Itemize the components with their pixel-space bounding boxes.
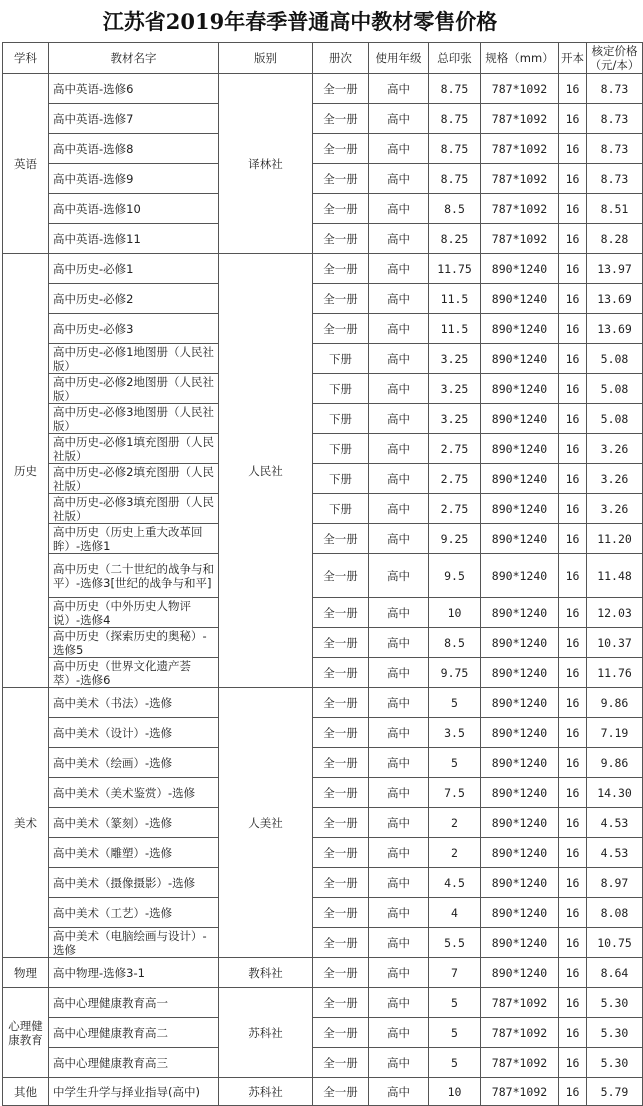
grade-cell: 高中	[369, 688, 429, 718]
price-cell: 8.51	[587, 194, 643, 224]
spec-cell: 890*1240	[481, 314, 559, 344]
spec-cell: 890*1240	[481, 688, 559, 718]
textbook-name-cell: 高中美术（篆刻）-选修	[49, 808, 219, 838]
spec-cell: 890*1240	[481, 808, 559, 838]
volume-cell: 全一册	[313, 718, 369, 748]
sheets-cell: 10	[429, 1078, 481, 1106]
format-cell: 16	[559, 688, 587, 718]
format-cell: 16	[559, 1018, 587, 1048]
volume-cell: 全一册	[313, 598, 369, 628]
textbook-name-cell: 高中美术（设计）-选修	[49, 718, 219, 748]
format-cell: 16	[559, 134, 587, 164]
textbook-name-cell: 高中历史-必修2地图册（人民社版）	[49, 374, 219, 404]
spec-cell: 890*1240	[481, 718, 559, 748]
textbook-name-cell: 中学生升学与择业指导(高中)	[49, 1078, 219, 1106]
volume-cell: 全一册	[313, 958, 369, 988]
table-row	[3, 748, 643, 778]
header-price: 核定价格（元/本）	[587, 43, 643, 74]
textbook-name-cell: 高中美术（雕塑）-选修	[49, 838, 219, 868]
sheets-cell: 11.75	[429, 254, 481, 284]
table-row	[3, 224, 643, 254]
format-cell: 16	[559, 658, 587, 688]
table-row	[3, 1048, 643, 1078]
spec-cell: 890*1240	[481, 838, 559, 868]
publisher-cell: 人民社	[219, 254, 313, 688]
price-cell: 14.30	[587, 778, 643, 808]
volume-cell: 全一册	[313, 748, 369, 778]
grade-cell: 高中	[369, 494, 429, 524]
spec-cell: 890*1240	[481, 928, 559, 958]
textbook-name-cell: 高中美术（美术鉴赏）-选修	[49, 778, 219, 808]
table-row	[3, 134, 643, 164]
spec-cell: 890*1240	[481, 254, 559, 284]
spec-cell: 890*1240	[481, 464, 559, 494]
table-row	[3, 404, 643, 434]
grade-cell: 高中	[369, 104, 429, 134]
format-cell: 16	[559, 838, 587, 868]
volume-cell: 全一册	[313, 988, 369, 1018]
sheets-cell: 8.75	[429, 164, 481, 194]
price-cell: 8.73	[587, 164, 643, 194]
header-sheets: 总印张	[429, 43, 481, 74]
textbook-name-cell: 高中心理健康教育高一	[49, 988, 219, 1018]
sheets-cell: 3.25	[429, 374, 481, 404]
grade-cell: 高中	[369, 434, 429, 464]
grade-cell: 高中	[369, 868, 429, 898]
textbook-name-cell: 高中英语-选修7	[49, 104, 219, 134]
textbook-name-cell: 高中心理健康教育高二	[49, 1018, 219, 1048]
table-row	[3, 554, 643, 598]
grade-cell: 高中	[369, 988, 429, 1018]
price-cell: 3.26	[587, 494, 643, 524]
sheets-cell: 8.75	[429, 104, 481, 134]
price-cell: 8.64	[587, 958, 643, 988]
format-cell: 16	[559, 374, 587, 404]
textbook-name-cell: 高中物理-选修3-1	[49, 958, 219, 988]
table-row	[3, 194, 643, 224]
grade-cell: 高中	[369, 928, 429, 958]
textbook-name-cell: 高中历史-必修2	[49, 284, 219, 314]
format-cell: 16	[559, 314, 587, 344]
price-cell: 4.53	[587, 838, 643, 868]
spec-cell: 787*1092	[481, 1048, 559, 1078]
table-row	[3, 868, 643, 898]
volume-cell: 全一册	[313, 164, 369, 194]
spec-cell: 890*1240	[481, 494, 559, 524]
grade-cell: 高中	[369, 314, 429, 344]
table-row	[3, 628, 643, 658]
volume-cell: 全一册	[313, 1018, 369, 1048]
format-cell: 16	[559, 74, 587, 104]
table-row	[3, 988, 643, 1018]
volume-cell: 全一册	[313, 868, 369, 898]
grade-cell: 高中	[369, 74, 429, 104]
grade-cell: 高中	[369, 1018, 429, 1048]
spec-cell: 890*1240	[481, 778, 559, 808]
header-name: 教材名字	[49, 43, 219, 74]
textbook-name-cell: 高中历史（历史上重大改革回眸）-选修1	[49, 524, 219, 554]
sheets-cell: 2	[429, 808, 481, 838]
format-cell: 16	[559, 958, 587, 988]
sheets-cell: 3.25	[429, 404, 481, 434]
spec-cell: 787*1092	[481, 1078, 559, 1106]
price-cell: 11.48	[587, 554, 643, 598]
header-grade: 使用年级	[369, 43, 429, 74]
price-cell: 11.76	[587, 658, 643, 688]
spec-cell: 890*1240	[481, 628, 559, 658]
textbook-name-cell: 高中美术（绘画）-选修	[49, 748, 219, 778]
textbook-name-cell: 高中英语-选修6	[49, 74, 219, 104]
header-volume: 册次	[313, 43, 369, 74]
spec-cell: 787*1092	[481, 74, 559, 104]
spec-cell: 787*1092	[481, 134, 559, 164]
price-cell: 5.08	[587, 344, 643, 374]
sheets-cell: 9.25	[429, 524, 481, 554]
textbook-name-cell: 高中历史-必修1填充图册（人民社版）	[49, 434, 219, 464]
format-cell: 16	[559, 194, 587, 224]
table-row	[3, 74, 643, 104]
price-cell: 13.97	[587, 254, 643, 284]
volume-cell: 全一册	[313, 194, 369, 224]
textbook-name-cell: 高中历史-必修3	[49, 314, 219, 344]
subject-cell: 英语	[3, 74, 49, 254]
volume-cell: 全一册	[313, 838, 369, 868]
spec-cell: 890*1240	[481, 748, 559, 778]
sheets-cell: 8.5	[429, 628, 481, 658]
spec-cell: 787*1092	[481, 194, 559, 224]
sheets-cell: 9.75	[429, 658, 481, 688]
sheets-cell: 2	[429, 838, 481, 868]
price-cell: 8.97	[587, 868, 643, 898]
table-row	[3, 808, 643, 838]
grade-cell: 高中	[369, 374, 429, 404]
grade-cell: 高中	[369, 748, 429, 778]
table-row	[3, 928, 643, 958]
price-cell: 5.30	[587, 1048, 643, 1078]
spec-cell: 890*1240	[481, 374, 559, 404]
spec-cell: 890*1240	[481, 898, 559, 928]
table-row	[3, 344, 643, 374]
format-cell: 16	[559, 434, 587, 464]
spec-cell: 890*1240	[481, 404, 559, 434]
publisher-cell: 苏科社	[219, 1078, 313, 1106]
grade-cell: 高中	[369, 1048, 429, 1078]
table-row	[3, 958, 643, 988]
volume-cell: 全一册	[313, 224, 369, 254]
table-row	[3, 434, 643, 464]
publisher-cell: 人美社	[219, 688, 313, 958]
sheets-cell: 5.5	[429, 928, 481, 958]
textbook-name-cell: 高中历史（探索历史的奥秘）-选修5	[49, 628, 219, 658]
sheets-cell: 8.75	[429, 134, 481, 164]
price-cell: 5.79	[587, 1078, 643, 1106]
sheets-cell: 11.5	[429, 314, 481, 344]
grade-cell: 高中	[369, 134, 429, 164]
subject-cell: 历史	[3, 254, 49, 688]
subject-cell: 物理	[3, 958, 49, 988]
textbook-name-cell: 高中历史（世界文化遗产荟萃）-选修6	[49, 658, 219, 688]
spec-cell: 890*1240	[481, 554, 559, 598]
volume-cell: 全一册	[313, 254, 369, 284]
sheets-cell: 8.25	[429, 224, 481, 254]
grade-cell: 高中	[369, 628, 429, 658]
textbook-name-cell: 高中英语-选修8	[49, 134, 219, 164]
textbook-name-cell: 高中历史（二十世纪的战争与和平）-选修3[世纪的战争与和平]	[49, 554, 219, 598]
table-row	[3, 254, 643, 284]
volume-cell: 下册	[313, 464, 369, 494]
table-row	[3, 838, 643, 868]
format-cell: 16	[559, 164, 587, 194]
price-table	[2, 42, 643, 1106]
volume-cell: 全一册	[313, 1048, 369, 1078]
volume-cell: 下册	[313, 494, 369, 524]
table-row	[3, 898, 643, 928]
spec-cell: 787*1092	[481, 104, 559, 134]
grade-cell: 高中	[369, 194, 429, 224]
format-cell: 16	[559, 748, 587, 778]
price-cell: 10.75	[587, 928, 643, 958]
volume-cell: 全一册	[313, 134, 369, 164]
volume-cell: 全一册	[313, 1078, 369, 1106]
sheets-cell: 7.5	[429, 778, 481, 808]
format-cell: 16	[559, 988, 587, 1018]
table-row	[3, 1078, 643, 1106]
grade-cell: 高中	[369, 718, 429, 748]
volume-cell: 全一册	[313, 554, 369, 598]
sheets-cell: 2.75	[429, 464, 481, 494]
format-cell: 16	[559, 628, 587, 658]
textbook-name-cell: 高中美术（书法）-选修	[49, 688, 219, 718]
grade-cell: 高中	[369, 554, 429, 598]
format-cell: 16	[559, 284, 587, 314]
header-publisher: 版别	[219, 43, 313, 74]
textbook-name-cell: 高中历史-必修3地图册（人民社版）	[49, 404, 219, 434]
volume-cell: 全一册	[313, 628, 369, 658]
spec-cell: 890*1240	[481, 434, 559, 464]
price-cell: 8.08	[587, 898, 643, 928]
textbook-name-cell: 高中英语-选修9	[49, 164, 219, 194]
header-subject: 学科	[3, 43, 49, 74]
sheets-cell: 8.75	[429, 74, 481, 104]
spec-cell: 890*1240	[481, 598, 559, 628]
table-row	[3, 314, 643, 344]
subject-cell: 心理健康教育	[3, 988, 49, 1078]
sheets-cell: 3.5	[429, 718, 481, 748]
sheets-cell: 5	[429, 748, 481, 778]
spec-cell: 787*1092	[481, 224, 559, 254]
price-cell: 8.73	[587, 104, 643, 134]
grade-cell: 高中	[369, 1078, 429, 1106]
price-cell: 9.86	[587, 748, 643, 778]
price-cell: 7.19	[587, 718, 643, 748]
format-cell: 16	[559, 718, 587, 748]
format-cell: 16	[559, 1078, 587, 1106]
format-cell: 16	[559, 524, 587, 554]
publisher-cell: 译林社	[219, 74, 313, 254]
format-cell: 16	[559, 224, 587, 254]
subject-cell: 美术	[3, 688, 49, 958]
price-cell: 12.03	[587, 598, 643, 628]
format-cell: 16	[559, 928, 587, 958]
format-cell: 16	[559, 868, 587, 898]
grade-cell: 高中	[369, 344, 429, 374]
grade-cell: 高中	[369, 164, 429, 194]
sheets-cell: 4	[429, 898, 481, 928]
spec-cell: 890*1240	[481, 284, 559, 314]
table-row	[3, 718, 643, 748]
format-cell: 16	[559, 254, 587, 284]
grade-cell: 高中	[369, 838, 429, 868]
sheets-cell: 5	[429, 988, 481, 1018]
table-row	[3, 1018, 643, 1048]
grade-cell: 高中	[369, 898, 429, 928]
volume-cell: 下册	[313, 434, 369, 464]
volume-cell: 全一册	[313, 314, 369, 344]
textbook-name-cell: 高中英语-选修11	[49, 224, 219, 254]
volume-cell: 下册	[313, 344, 369, 374]
format-cell: 16	[559, 808, 587, 838]
publisher-cell: 苏科社	[219, 988, 313, 1078]
table-row	[3, 164, 643, 194]
table-row	[3, 524, 643, 554]
header-row	[3, 43, 643, 74]
price-cell: 8.73	[587, 74, 643, 104]
sheets-cell: 5	[429, 688, 481, 718]
textbook-name-cell: 高中历史-必修2填充图册（人民社版）	[49, 464, 219, 494]
volume-cell: 下册	[313, 404, 369, 434]
grade-cell: 高中	[369, 284, 429, 314]
spec-cell: 890*1240	[481, 868, 559, 898]
publisher-cell: 教科社	[219, 958, 313, 988]
grade-cell: 高中	[369, 404, 429, 434]
table-row	[3, 688, 643, 718]
sheets-cell: 7	[429, 958, 481, 988]
table-row	[3, 778, 643, 808]
textbook-name-cell: 高中历史-必修1	[49, 254, 219, 284]
table-row	[3, 464, 643, 494]
grade-cell: 高中	[369, 464, 429, 494]
grade-cell: 高中	[369, 658, 429, 688]
table-row	[3, 284, 643, 314]
sheets-cell: 4.5	[429, 868, 481, 898]
spec-cell: 787*1092	[481, 1018, 559, 1048]
textbook-name-cell: 高中历史（中外历史人物评说）-选修4	[49, 598, 219, 628]
volume-cell: 全一册	[313, 104, 369, 134]
textbook-name-cell: 高中历史-必修1地图册（人民社版）	[49, 344, 219, 374]
header-spec: 规格（mm）	[481, 43, 559, 74]
grade-cell: 高中	[369, 224, 429, 254]
price-cell: 5.08	[587, 374, 643, 404]
table-row	[3, 104, 643, 134]
grade-cell: 高中	[369, 598, 429, 628]
header-format: 开本	[559, 43, 587, 74]
table-row	[3, 598, 643, 628]
sheets-cell: 5	[429, 1048, 481, 1078]
volume-cell: 全一册	[313, 898, 369, 928]
volume-cell: 全一册	[313, 928, 369, 958]
sheets-cell: 10	[429, 598, 481, 628]
format-cell: 16	[559, 494, 587, 524]
price-cell: 3.26	[587, 464, 643, 494]
grade-cell: 高中	[369, 808, 429, 838]
volume-cell: 全一册	[313, 74, 369, 104]
grade-cell: 高中	[369, 778, 429, 808]
textbook-name-cell: 高中心理健康教育高三	[49, 1048, 219, 1078]
price-cell: 3.26	[587, 434, 643, 464]
spec-cell: 787*1092	[481, 164, 559, 194]
volume-cell: 全一册	[313, 284, 369, 314]
price-cell: 13.69	[587, 284, 643, 314]
page-title: 江苏省2019年春季普通高中教材零售价格	[102, 9, 498, 34]
grade-cell: 高中	[369, 254, 429, 284]
volume-cell: 全一册	[313, 658, 369, 688]
format-cell: 16	[559, 464, 587, 494]
price-cell: 11.20	[587, 524, 643, 554]
textbook-name-cell: 高中历史-必修3填充图册（人民社版）	[49, 494, 219, 524]
spec-cell: 890*1240	[481, 524, 559, 554]
textbook-name-cell: 高中美术（摄像摄影）-选修	[49, 868, 219, 898]
volume-cell: 全一册	[313, 688, 369, 718]
sheets-cell: 2.75	[429, 494, 481, 524]
price-cell: 5.30	[587, 1018, 643, 1048]
textbook-name-cell: 高中美术（工艺）-选修	[49, 898, 219, 928]
textbook-name-cell: 高中美术（电脑绘画与设计）-选修	[49, 928, 219, 958]
table-row	[3, 374, 643, 404]
volume-cell: 全一册	[313, 524, 369, 554]
spec-cell: 890*1240	[481, 958, 559, 988]
format-cell: 16	[559, 778, 587, 808]
table-row	[3, 494, 643, 524]
price-cell: 13.69	[587, 314, 643, 344]
sheets-cell: 5	[429, 1018, 481, 1048]
sheets-cell: 9.5	[429, 554, 481, 598]
sheets-cell: 3.25	[429, 344, 481, 374]
price-cell: 8.28	[587, 224, 643, 254]
grade-cell: 高中	[369, 524, 429, 554]
spec-cell: 890*1240	[481, 658, 559, 688]
table-row	[3, 658, 643, 688]
price-cell: 5.08	[587, 404, 643, 434]
format-cell: 16	[559, 554, 587, 598]
format-cell: 16	[559, 598, 587, 628]
format-cell: 16	[559, 404, 587, 434]
table-body	[3, 74, 643, 1106]
volume-cell: 全一册	[313, 778, 369, 808]
grade-cell: 高中	[369, 958, 429, 988]
volume-cell: 全一册	[313, 808, 369, 838]
price-cell: 5.30	[587, 988, 643, 1018]
sheets-cell: 8.5	[429, 194, 481, 224]
price-cell: 9.86	[587, 688, 643, 718]
price-cell: 10.37	[587, 628, 643, 658]
subject-cell: 其他	[3, 1078, 49, 1106]
format-cell: 16	[559, 344, 587, 374]
spec-cell: 787*1092	[481, 988, 559, 1018]
price-cell: 4.53	[587, 808, 643, 838]
textbook-name-cell: 高中英语-选修10	[49, 194, 219, 224]
volume-cell: 下册	[313, 374, 369, 404]
sheets-cell: 11.5	[429, 284, 481, 314]
format-cell: 16	[559, 104, 587, 134]
price-cell: 8.73	[587, 134, 643, 164]
format-cell: 16	[559, 1048, 587, 1078]
sheets-cell: 2.75	[429, 434, 481, 464]
format-cell: 16	[559, 898, 587, 928]
spec-cell: 890*1240	[481, 344, 559, 374]
